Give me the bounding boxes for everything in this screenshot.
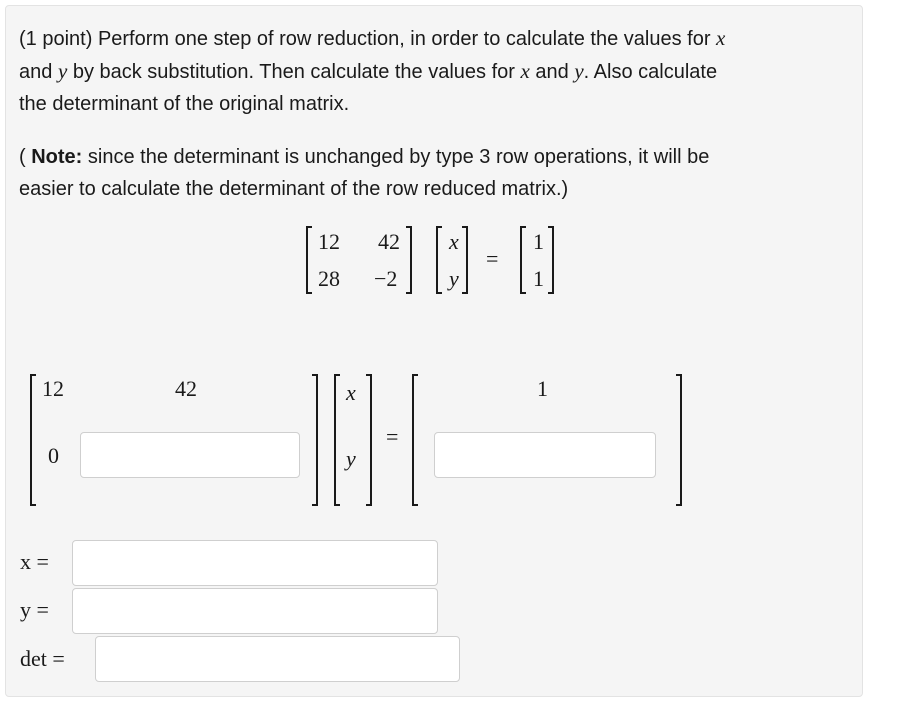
answer-label-x: x = (20, 549, 49, 574)
vector-y: y (449, 266, 459, 291)
note-label: Note: (31, 146, 83, 168)
reduced-a12: 42 (175, 376, 197, 401)
var-y: y (57, 59, 68, 83)
statement-text-2: by back substitution. Then calculate the values for (72, 61, 515, 83)
var-x: x (716, 26, 726, 50)
problem-statement (19, 22, 839, 120)
note-text-2: easier to calculate the determinant of the row reduced matrix.) (19, 178, 569, 200)
reduced-b1: 1 (537, 376, 548, 401)
reduced-a11: 12 (42, 376, 64, 401)
vector-right-bracket (462, 226, 468, 294)
var-x-2: x (520, 59, 530, 83)
and-word-2: and (535, 61, 569, 83)
det-answer-input[interactable] (95, 636, 460, 682)
var-y-2: y (574, 59, 584, 83)
matrix-a21: 28 (318, 266, 340, 291)
reduced-matrix-right-bracket (312, 374, 318, 506)
reduced-vector-left-bracket (334, 374, 340, 506)
rhs-b1: 1 (533, 229, 544, 254)
matrix-left-bracket (306, 226, 312, 294)
y-answer-input[interactable] (72, 588, 438, 634)
points-label: (1 point) (19, 28, 93, 50)
vector-left-bracket (436, 226, 442, 294)
answer-label-det: det = (20, 646, 65, 671)
statement-text-1: Perform one step of row reduction, in order to calculate the values for (97, 28, 711, 50)
reduced-vector-right-bracket (366, 374, 372, 506)
x-answer-input[interactable] (72, 540, 438, 586)
statement-text-4: the determinant of the original matrix. (19, 93, 350, 115)
reduced-a22-input[interactable] (80, 432, 300, 478)
note-paragraph (19, 141, 839, 205)
reduced-rhs-left-bracket (412, 374, 418, 506)
reduced-a21: 0 (48, 443, 59, 468)
rhs-b2: 1 (533, 266, 544, 291)
rhs-left-bracket (520, 226, 526, 294)
note-text-1: since the determinant is unchanged by type 3 row operations, it will be (87, 146, 710, 168)
reduced-b2-input[interactable] (434, 432, 656, 478)
matrix-right-bracket (406, 226, 412, 294)
reduced-vector-x: x (346, 380, 356, 405)
matrix-a11: 12 (318, 229, 340, 254)
equals-sign: = (486, 246, 499, 271)
reduced-matrix-left-bracket (30, 374, 36, 506)
and-word: and (19, 61, 53, 83)
reduced-equals-sign: = (386, 424, 399, 449)
note-open-paren: ( (19, 146, 26, 168)
vector-x: x (449, 229, 459, 254)
matrix-a22: −2 (374, 266, 398, 291)
reduced-rhs-right-bracket (676, 374, 682, 506)
statement-text-3: . Also calculate (583, 61, 718, 83)
answer-label-y: y = (20, 597, 49, 622)
rhs-right-bracket (548, 226, 554, 294)
reduced-vector-y: y (346, 446, 356, 471)
matrix-a12: 42 (378, 229, 400, 254)
